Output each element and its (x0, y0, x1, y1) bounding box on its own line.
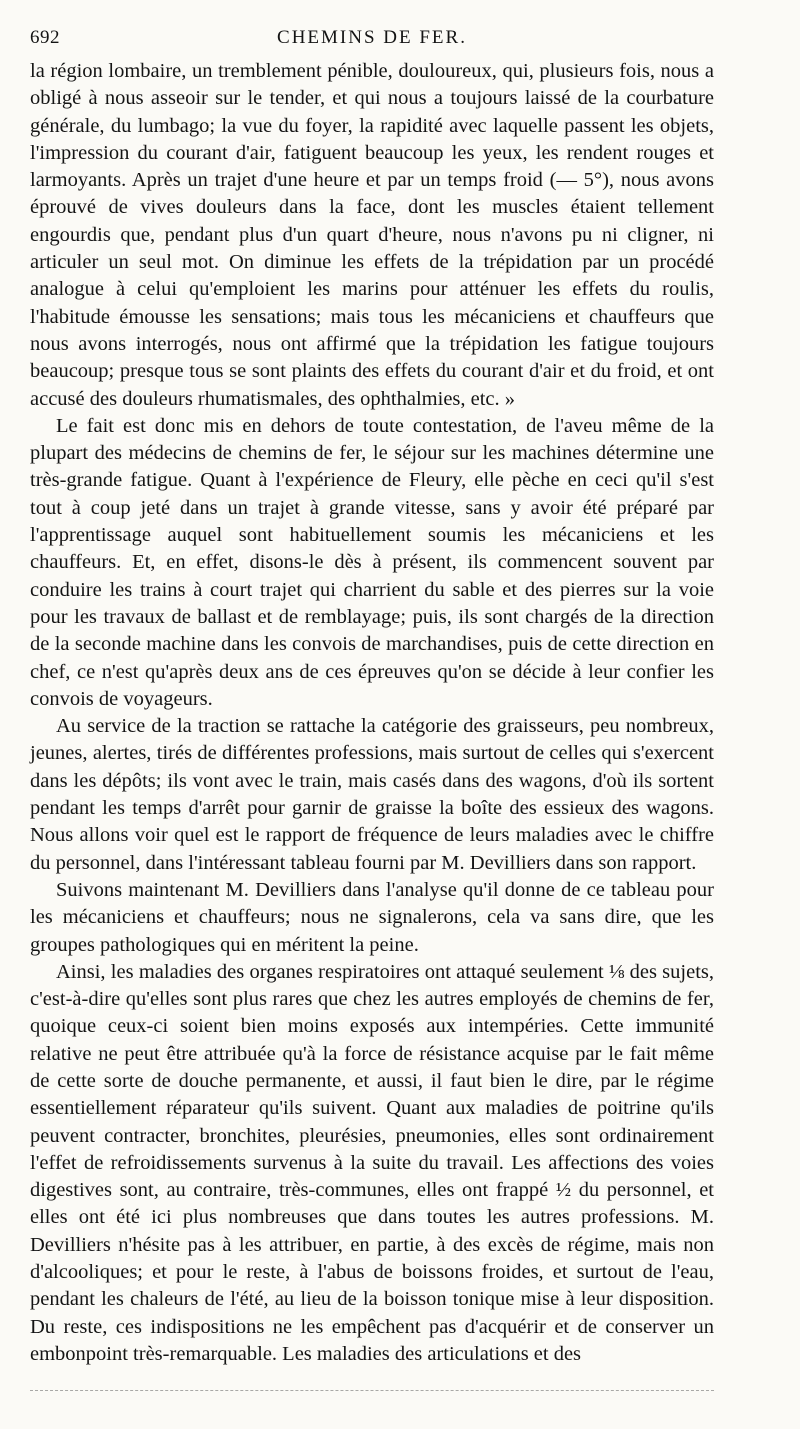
paragraph-analyse: Suivons maintenant M. Devilliers dans l'analyse qu'il donne de ce tableau pour les mécaniciens et chauffeurs; nous ne signalerons, cela va sans dire, que les groupes pathologiques qui en méritent la peine. (30, 878, 714, 956)
paragraph-continuation: la région lombaire, un tremblement pénible, douloureux, qui, plusieurs fois, nous a obligé à nous asseoir sur le tender, et qui nous a toujours laissé de la courbature générale, du lumbago; la vue du foyer, la rapidité avec laquelle passent les objets, l'impression du courant d'air, fatiguent beaucoup les yeux, les rendent rouges et larmoyants. Après un trajet d'une heure et par un temps froid (— 5°), nous avons éprouvé de vives douleurs dans la face, dont les muscles étaient tellement engourdis que, pendant plus d'un quart d'heure, nous n'avons pu ni cligner, ni articuler un seul mot. On diminue les effets de la trépidation par un procédé analogue à celui qu'emploient les marins pour atténuer les effets du roulis, l'habitude émousse les sensations; mais tous les mécaniciens et chauffeurs que nous avons interrogés, nous ont affirmé que la trépidation les fatigue toujours beaucoup; presque tous se sont plaints des effets du courant d'air et du froid, et ont accusé des douleurs rhumatismales, des ophthalmies, etc. » (30, 60, 714, 410)
paragraph-fatigue: Le fait est donc mis en dehors de toute contestation, de l'aveu même de la plupart des médecins de chemins de fer, le séjour sur les machines détermine une très-grande fatigue. Quant à l'expérience de Fleury, elle pèche en ceci qu'il s'est tout à coup jeté dans un trajet à grande vitesse, sans y avoir été préparé par l'apprentissage auquel sont habituellement soumis les mécaniciens et les chauffeurs. Et, en effet, disons-le dès à présent, ils commencent souvent par conduire les trains à court trajet qui charrient du sable et des pierres sur la voie pour les travaux de ballast et de remblayage; puis, ils sont chargés de la direction de la seconde machine dans les convois de marchandises, puis de cette direction en chef, ce n'est qu'après deux ans de ces épreuves qu'on se décide à leur confier les convois de voyageurs. (30, 414, 714, 710)
running-title: CHEMINS DE FER. (277, 27, 467, 48)
page-body (30, 58, 714, 1368)
footer-dotted-rule (30, 1390, 714, 1391)
paragraph-graisseurs: Au service de la traction se rattache la catégorie des graisseurs, peu nombreux, jeunes, alertes, tirés de différentes professions, mais surtout de celles qui s'exercent dans les dépôts; ils vont avec le train, mais casés dans des wagons, d'où ils sortent pendant les temps d'arrêt pour garnir de graisse la boîte des essieux des wagons. Nous allons voir quel est le rapport de fréquence de leurs maladies avec le chiffre du personnel, dans l'intéressant tableau fourni par M. Devilliers dans son rapport. (30, 715, 714, 874)
page-number: 692 (30, 27, 60, 48)
page-header (30, 27, 714, 57)
paragraph-maladies: Ainsi, les maladies des organes respiratoires ont attaqué seulement ⅛ des sujets, c'est-à-dire qu'elles sont plus rares que chez les autres employés de chemins de fer, quoique ceux-ci soient bien moins exposés aux intempéries. Cette immunité relative ne peut être attribuée qu'à la force de résistance acquise par le fait même de cette sorte de douche permanente, et aussi, il faut bien le dire, par le régime essentiellement réparateur qu'ils suivent. Quant aux maladies de poitrine qu'ils peuvent contracter, bronchites, pleurésies, pneumonies, elles sont ordinairement l'effet de refroidissements survenus à la suite du travail. Les affections des voies digestives sont, au contraire, très-communes, elles ont frappé ½ du personnel, et elles ont été ici plus nombreuses que dans toutes les autres professions. M. Devilliers n'hésite pas à les attribuer, en partie, à des excès de régime, mais non d'alcooliques; et pour le reste, à l'abus de boissons froides, et surtout de l'eau, pendant les chaleurs de l'été, au lieu de la boisson tonique mise à leur disposition. Du reste, ces indispositions ne les empêchent pas d'acquérir et de conserver un embonpoint très-remarquable. Les maladies des articulations et des (30, 960, 714, 1365)
